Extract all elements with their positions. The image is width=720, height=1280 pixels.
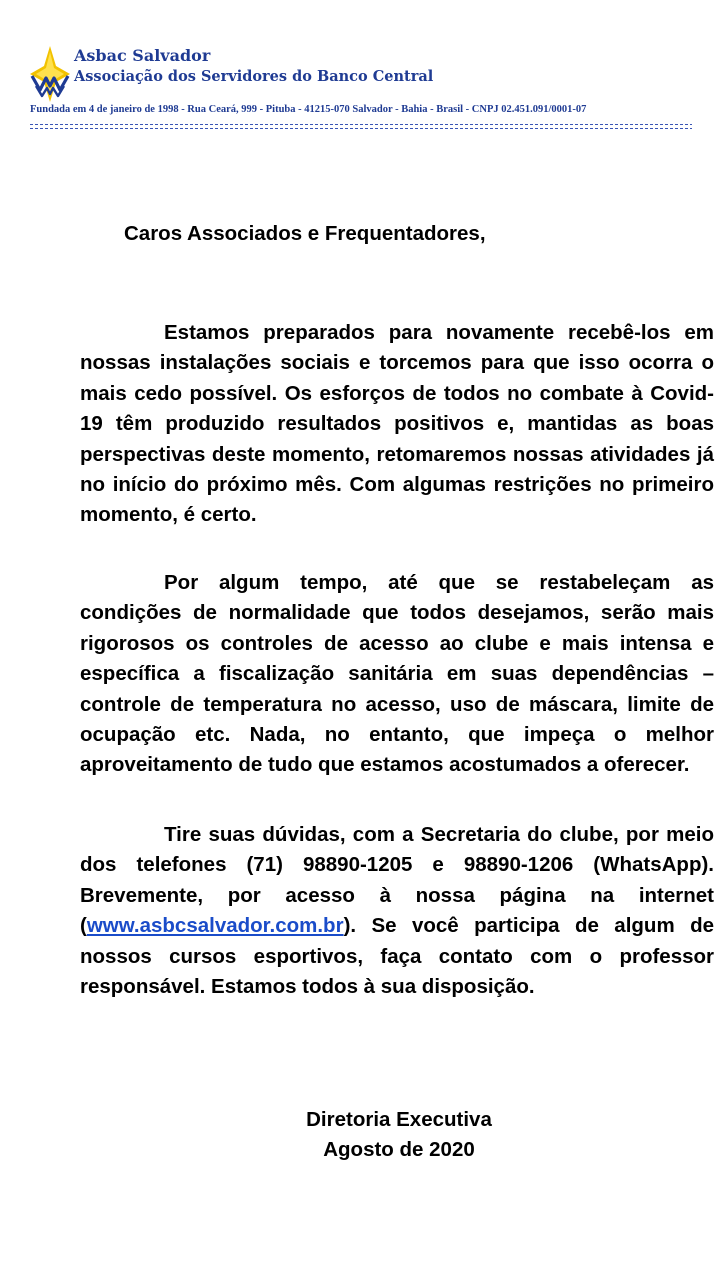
paragraph-3-text-end: ). Se você participa de algum de nossos cursos esportivos, faça contato com o professor responsável. Estamos todos à sua disposição.	[80, 914, 714, 999]
paragraph-1: Estamos preparados para novamente recebê-los em nossas instalações sociais e torcemos para que isso ocorra o mais cedo possível. Os esforços de todos no combate à Covid-19 têm produzido resultados positivos e, mantidas as boas perspectivas deste momento, retomaremos nossas atividades já no início do próximo mês. Com algumas restrições no primeiro momento, é certo.	[80, 321, 714, 527]
website-link[interactable]: www.asbcsalvador.com.br	[86, 914, 344, 938]
letterhead	[30, 44, 700, 136]
header-divider	[30, 124, 692, 129]
letter-greeting: Caros Associados e Frequentadores,	[124, 222, 486, 245]
signature-date: Agosto de 2020	[323, 1138, 475, 1161]
paragraph-2: Por algum tempo, até que se restabeleçam as condições de normalidade que todos desejamos, serão mais rigorosos os controles de acesso ao clube e mais intensa e específica a fiscalização sanitária em suas dependências – controle de temperatura no acesso, uso de máscara, limite de ocupação etc. Nada, no entanto, que impeça o melhor aproveitamento de tudo que estamos acostumados a oferecer.	[80, 571, 714, 777]
address-line: Fundada em 4 de janeiro de 1998 - Rua Ceará, 999 - Pituba - 41215-070 Salvador - Bahia - Brasil - CNPJ 02.451.091/0001-07	[30, 104, 587, 115]
paragraph-3	[80, 820, 714, 1002]
asbac-logo-icon	[30, 46, 70, 102]
signature-department: Diretoria Executiva	[306, 1108, 492, 1131]
brand-name: Asbac Salvador	[74, 46, 211, 65]
brand-full-name: Associação dos Servidores do Banco Central	[74, 68, 434, 85]
paragraph-3-text-start: Tire suas dúvidas, com a Secretaria do clube, por meio dos telefones (71) 98890-1205 e 98890-1206 (WhatsApp). Brevemente, por acesso à nossa página na internet (	[80, 823, 714, 938]
